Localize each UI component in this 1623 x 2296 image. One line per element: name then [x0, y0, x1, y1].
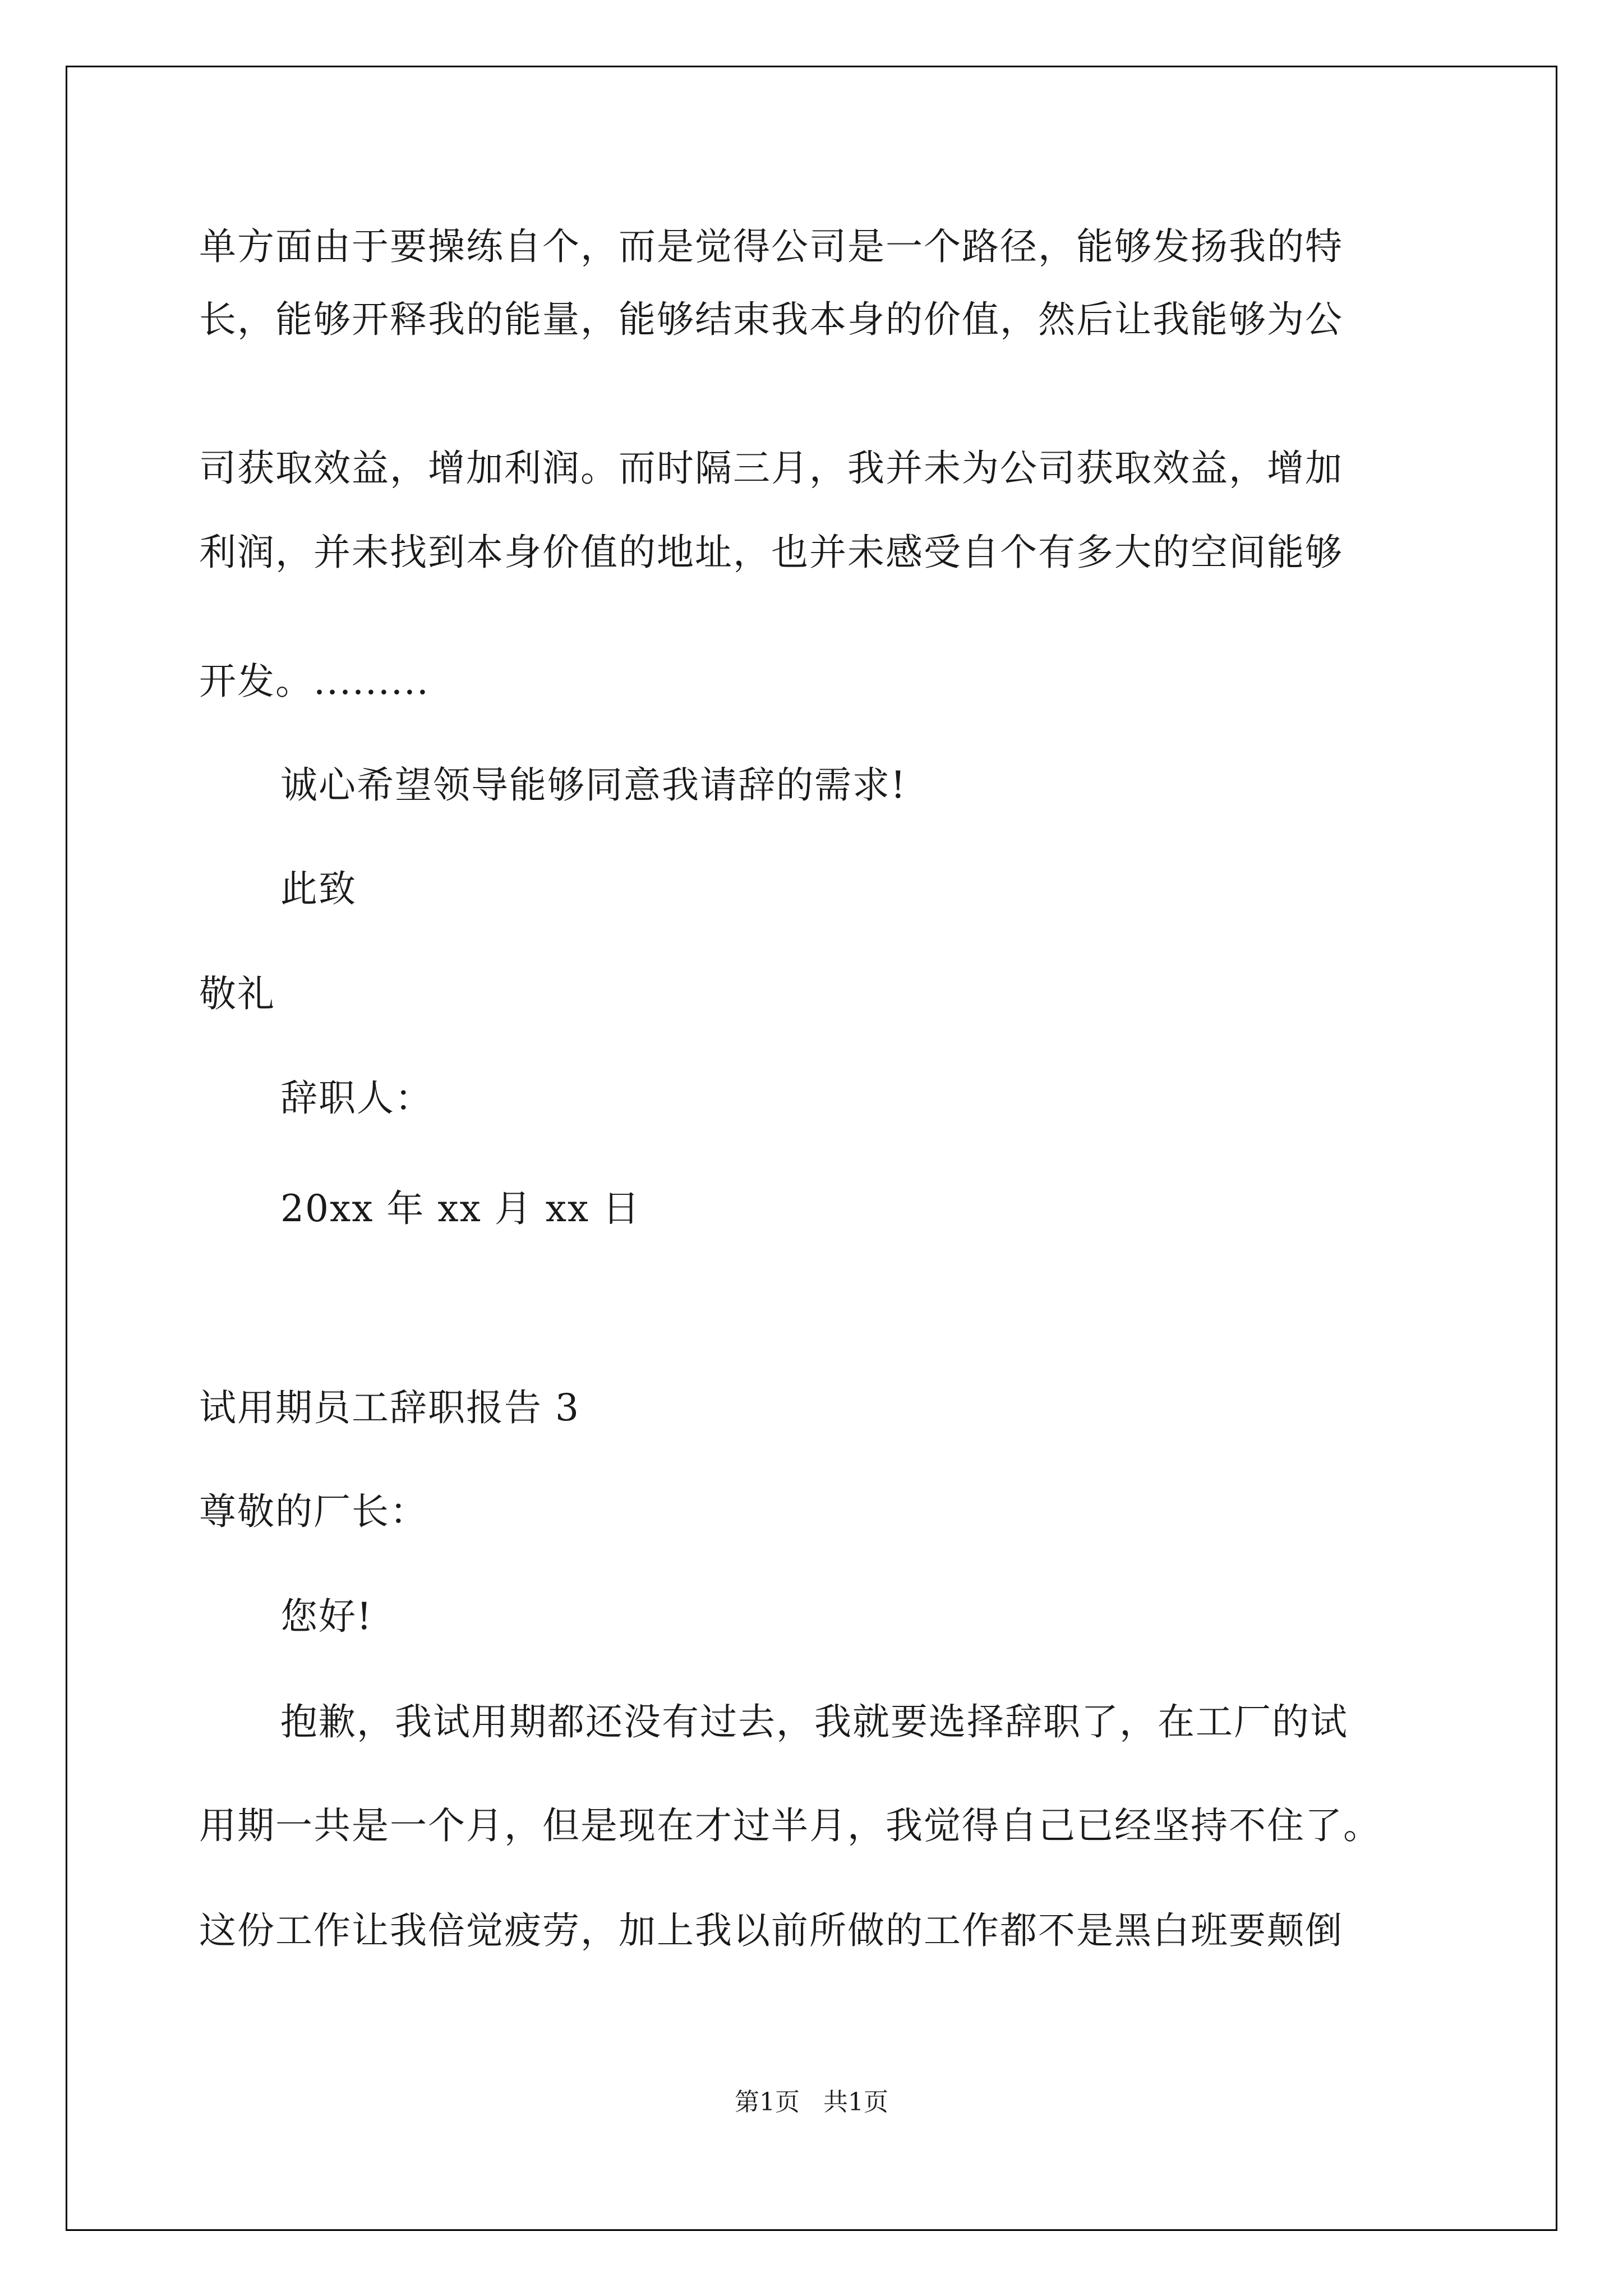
section-title: 试用期员工辞职报告 3 [199, 1386, 580, 1429]
body-line-2: 长，能够开释我的能量，能够结束我本身的价值，然后让我能够为公 [199, 298, 1343, 341]
body-line-5: 开发。......... [199, 660, 430, 703]
closing-regards: 敬礼 [199, 972, 275, 1015]
signature-label: 辞职人： [280, 1076, 433, 1120]
page-border [66, 66, 1557, 2231]
body-line-1: 单方面由于要操练自个，而是觉得公司是一个路径，能够发扬我的特 [199, 225, 1343, 268]
body-line-7: 用期一共是一个月，但是现在才过半月，我觉得自己已经坚持不住了。 [199, 1804, 1381, 1847]
greeting: 您好! [280, 1595, 373, 1638]
request-line: 诚心希望领导能够同意我请辞的需求! [280, 763, 907, 807]
body-line-8: 这份工作让我倍觉疲劳，加上我以前所做的工作都不是黑白班要颠倒 [199, 1909, 1343, 1952]
body-line-6: 抱歉，我试用期都还没有过去，我就要选择辞职了，在工厂的试 [280, 1700, 1348, 1743]
body-line-4: 利润，并未找到本身价值的地址，也并未感受自个有多大的空间能够 [199, 531, 1343, 574]
page-footer: 第1页 共1页 [735, 2088, 888, 2116]
body-line-3: 司获取效益，增加利润。而时隔三月，我并未为公司获取效益，增加 [199, 447, 1343, 490]
closing-salutation: 此致 [280, 867, 357, 910]
date-line: 20xx 年 xx 月 xx 日 [280, 1187, 641, 1230]
addressee: 尊敬的厂长： [199, 1490, 428, 1533]
